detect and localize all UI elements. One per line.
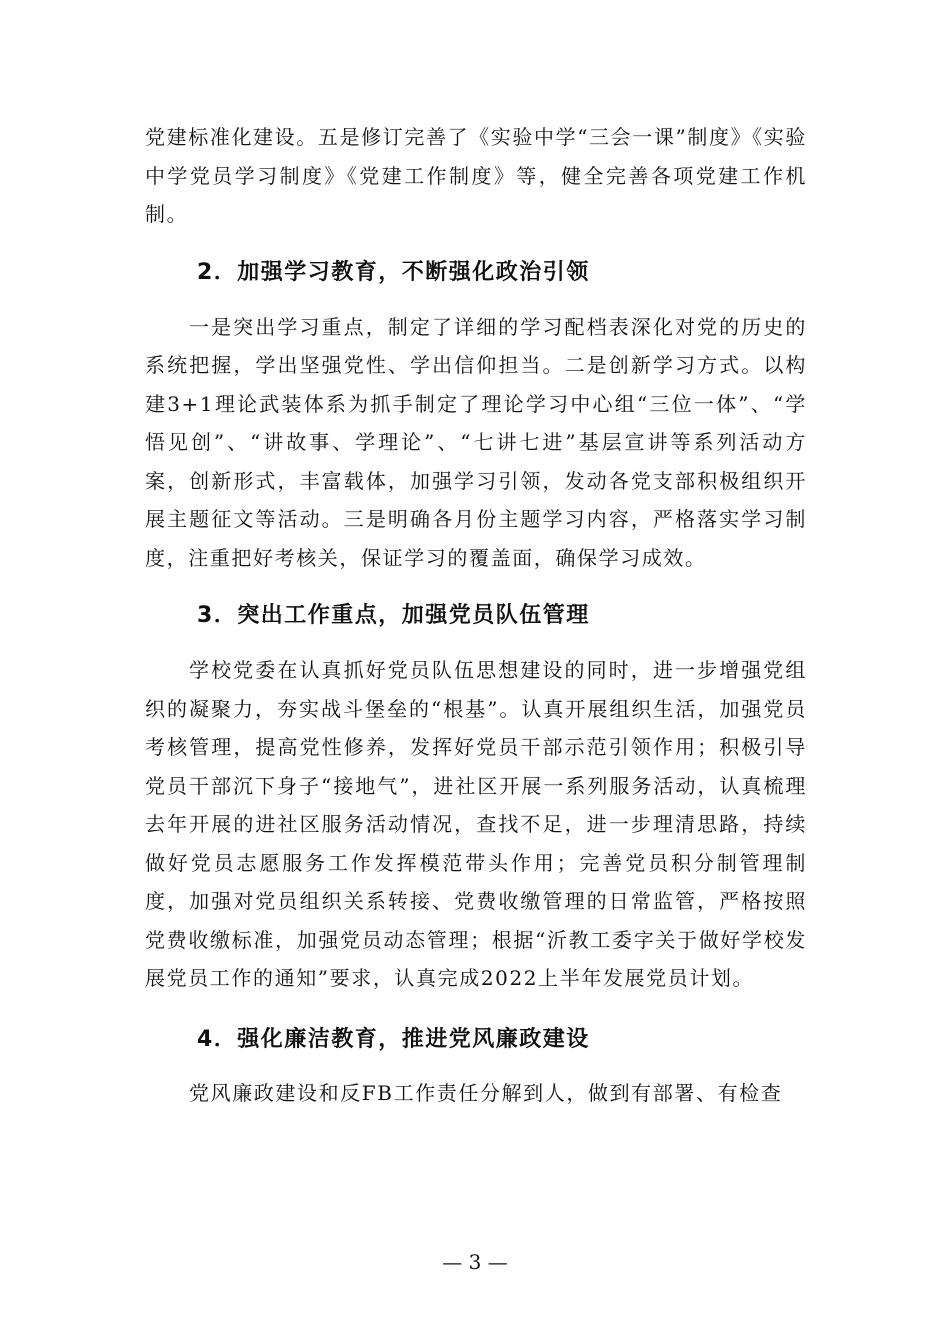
- section-heading-2: 2．加强学习教育，不断强化政治引领: [197, 259, 590, 285]
- paragraph-study-education: 一是突出学习重点，制定了详细的学习配档表深化对党的历史的系统把握，学出坚强党性、学出信仰担当。二是创新学习方式。以构建3+1理论武装体系为抓手制定了理论学习中心组“三位一体”、“学悟见创”、“讲故事、学理论”、“七讲七进”基层宣讲等系列活动方案，创新形式，丰富载体，加强学习引领，发动各党支部积极组织开展主题征文等活动。三是明确各月份主题学习内容，严格落实学习制度，注重把好考核关，保证学习的覆盖面，确保学习成效。: [145, 314, 807, 570]
- section-heading-4: 4．强化廉洁教育，推进党风廉政建设: [197, 1026, 590, 1052]
- page-body: [145, 118, 807, 1112]
- section-heading-3: 3．突出工作重点，加强党员队伍管理: [197, 603, 590, 628]
- paragraph-continuation: 党建标准化建设。五是修订完善了《实验中学“三会一课”制度》《实验中学党员学习制度》《党建工作制度》等，健全完善各项党建工作机制。: [145, 125, 807, 226]
- paragraph-member-management: 学校党委在认真抓好党员队伍思想建设的同时，进一步增强党组织的凝聚力，夯实战斗堡垒的“根基”。认真开展组织生活，加强党员考核管理，提高党性修养，发挥好党员干部示范引领作用；积极引导党员干部沉下身子“接地气”，进社区开展一系列服务活动，认真梳理去年开展的进社区服务活动情况，查找不足，进一步理清思路，持续做好党员志愿服务工作发挥模范带头作用；完善党员积分制管理制度，加强对党员组织关系转接、党费收缴管理的日常监管，严格按照党费收缴标准，加强党员动态管理；根据“沂教工委字关于做好学校发展党员工作的通知”要求，认真完成2022上半年发展党员计划。: [145, 658, 807, 990]
- paragraph-integrity-education: 党风廉政建设和反FB工作责任分解到人，做到有部署、有检查: [189, 1080, 783, 1105]
- page-number: — 3 —: [442, 1250, 508, 1274]
